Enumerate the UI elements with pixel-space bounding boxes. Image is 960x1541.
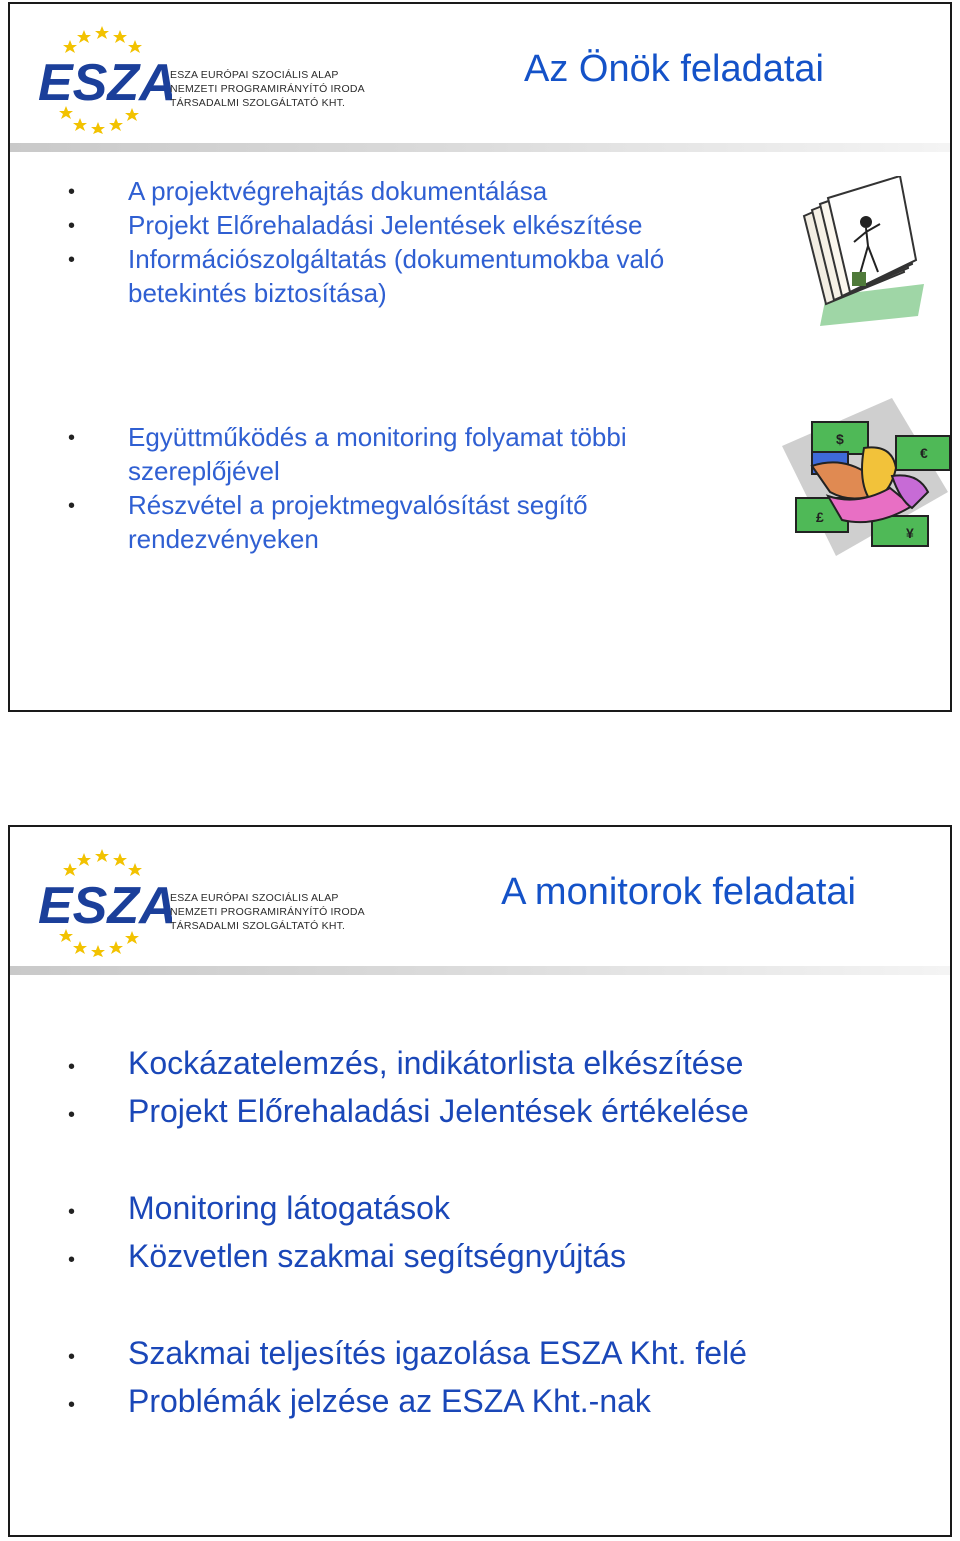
bullet-icon: • bbox=[68, 1249, 76, 1271]
esza-logo-mark bbox=[32, 22, 172, 134]
slide-title: Az Önök feladatai bbox=[524, 48, 824, 90]
slide-2 bbox=[8, 825, 952, 1537]
logo-line: NEMZETI PROGRAMIRÁNYÍTÓ IRODA bbox=[170, 906, 365, 918]
list-item-continuation: szereplőjével bbox=[128, 456, 280, 486]
list-item: • Problémák jelzése az ESZA Kht.-nak bbox=[10, 1377, 950, 1425]
slide-header bbox=[10, 827, 950, 967]
svg-text:ESZA: ESZA bbox=[38, 54, 172, 112]
bullet-icon: • bbox=[68, 1201, 76, 1223]
slide-title: A monitorok feladatai bbox=[501, 871, 856, 913]
list-spacer bbox=[10, 1280, 950, 1329]
logo-organization-text bbox=[170, 891, 365, 933]
svg-text:£: £ bbox=[816, 509, 824, 525]
svg-text:€: € bbox=[920, 445, 928, 461]
bullet-icon: • bbox=[68, 1104, 76, 1126]
list-item: • Szakmai teljesítés igazolása ESZA Kht. felé bbox=[10, 1329, 950, 1377]
bullet-icon: • bbox=[68, 181, 76, 203]
list-item: • Közvetlen szakmai segítségnyújtás bbox=[10, 1232, 950, 1280]
list-item: • Monitoring látogatások bbox=[10, 1184, 950, 1232]
list-item: • Együttműködés a monitoring folyamat többi bbox=[10, 420, 950, 454]
header-divider bbox=[10, 966, 950, 975]
svg-text:ESZA: ESZA bbox=[38, 877, 172, 935]
slide-1 bbox=[8, 2, 952, 712]
paper-stack-clipart-icon bbox=[796, 176, 926, 326]
list-item: • Projekt Előrehaladási Jelentések értékelése bbox=[10, 1087, 950, 1135]
list-item: • Részvétel a projektmegvalósítást segítő bbox=[10, 488, 950, 522]
bullet-icon: • bbox=[68, 495, 76, 517]
bullet-icon: • bbox=[68, 215, 76, 237]
esza-logo bbox=[32, 845, 365, 957]
list-item-continuation: rendezvényeken bbox=[128, 524, 319, 554]
logo-line: TÁRSADALMI SZOLGÁLTATÓ KHT. bbox=[170, 97, 346, 109]
logo-line: TÁRSADALMI SZOLGÁLTATÓ KHT. bbox=[170, 920, 346, 932]
list-spacer bbox=[10, 1135, 950, 1184]
esza-logo-mark bbox=[32, 845, 172, 957]
logo-line: ESZA EURÓPAI SZOCIÁLIS ALAP bbox=[170, 69, 339, 81]
svg-text:¥: ¥ bbox=[906, 525, 914, 541]
logo-line: NEMZETI PROGRAMIRÁNYÍTÓ IRODA bbox=[170, 83, 365, 95]
list-item: • A projektvégrehajtás dokumentálása bbox=[10, 174, 950, 208]
bullet-icon: • bbox=[68, 1056, 76, 1078]
esza-logo bbox=[32, 22, 365, 134]
slide-header bbox=[10, 4, 950, 144]
list-item: • Kockázatelemzés, indikátorlista elkészítése bbox=[10, 1039, 950, 1087]
bullet-icon: • bbox=[68, 427, 76, 449]
logo-organization-text bbox=[170, 68, 365, 110]
list-item: • Információszolgáltatás (dokumentumokba való bbox=[10, 242, 950, 276]
handshake-clipart-icon bbox=[772, 396, 952, 566]
bullet-icon: • bbox=[68, 1346, 76, 1368]
list-item-continuation: betekintés biztosítása) bbox=[128, 278, 387, 308]
bullet-list bbox=[10, 1039, 950, 1425]
bullet-icon: • bbox=[68, 249, 76, 271]
logo-line: ESZA EURÓPAI SZOCIÁLIS ALAP bbox=[170, 892, 339, 904]
bullet-icon: • bbox=[68, 1394, 76, 1416]
list-item: • Projekt Előrehaladási Jelentések elkészítése bbox=[10, 208, 950, 242]
svg-text:$: $ bbox=[836, 431, 844, 447]
header-divider bbox=[10, 143, 950, 152]
